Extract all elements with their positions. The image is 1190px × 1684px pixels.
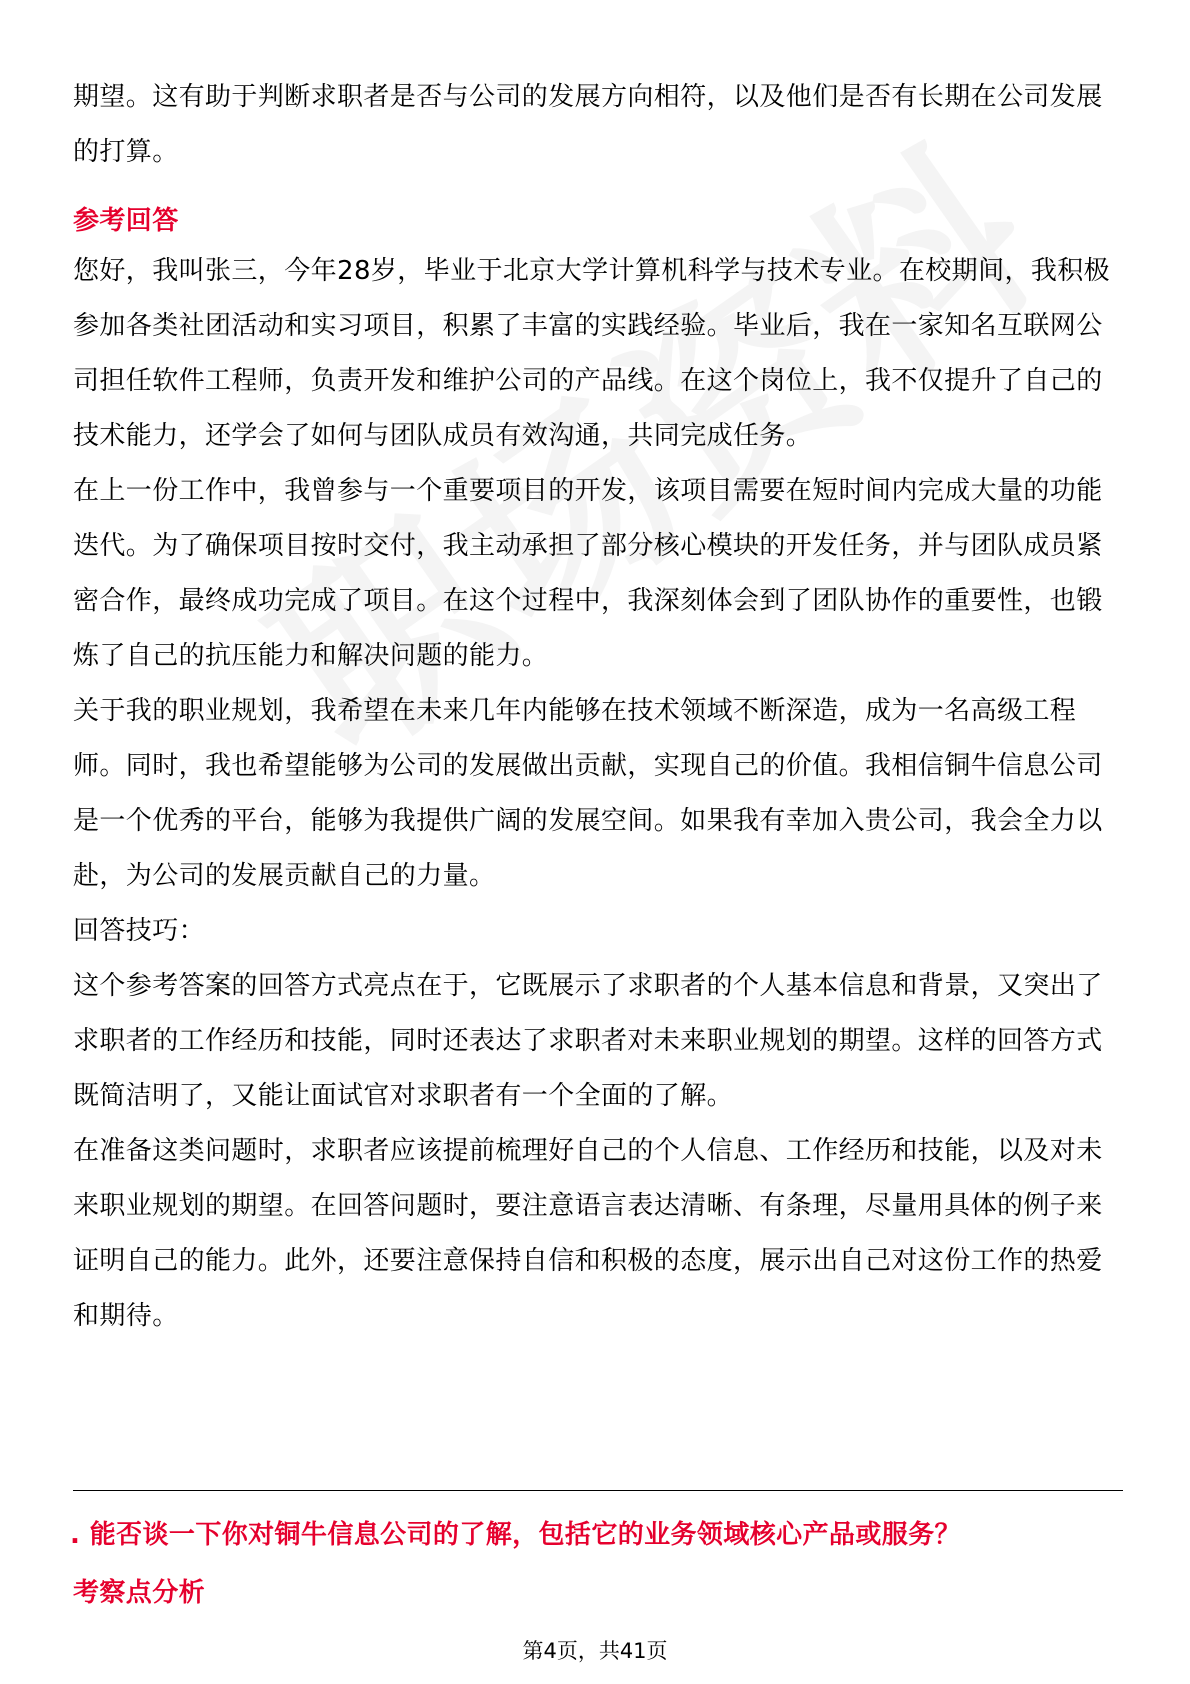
page-number-footer: 第4页，共41页 xyxy=(522,1639,668,1663)
tips-paragraph-2: 在准备这类问题时，求职者应该提前梳理好自己的个人信息、工作经历和技能，以及对未来职业规划的期望。在回答问题时，要注意语言表达清晰、有条理，尽量用具体的例子来证明自己的能力。此外，还要注意保持自信和积极的态度，展示出自己对这份工作的热爱和期待。 xyxy=(73,1136,1103,1331)
answer-paragraph-1: 您好，我叫张三，今年28岁，毕业于北京大学计算机科学与技术专业。在校期间，我积极参加各类社团活动和实习项目，积累了丰富的实践经验。毕业后，我在一家知名互联网公司担任软件工程师，负责开发和维护公司的产品线。在这个岗位上，我不仅提升了自己的技术能力，还学会了如何与团队成员有效沟通，共同完成任务。 xyxy=(73,256,1111,451)
answer-paragraph-3: 关于我的职业规划，我希望在未来几年内能够在技术领域不断深造，成为一名高级工程师。同时，我也希望能够为公司的发展做出贡献，实现自己的价值。我相信铜牛信息公司是一个优秀的平台，能够为我提供广阔的发展空间。如果我有幸加入贵公司，我会全力以赴，为公司的发展贡献自己的力量。 xyxy=(73,696,1103,891)
next-question-heading: . 能否谈一下你对铜牛信息公司的了解，包括它的业务领域核心产品或服务？ xyxy=(70,1520,961,1550)
main-content xyxy=(73,70,1123,1344)
tips-paragraph-1: 这个参考答案的回答方式亮点在于，它既展示了求职者的个人基本信息和背景，又突出了求职者的工作经历和技能，同时还表达了求职者对未来职业规划的期望。这样的回答方式既简洁明了，又能让面试官对求职者有一个全面的了解。 xyxy=(73,971,1103,1111)
tips-label: 回答技巧： xyxy=(73,916,206,946)
intro-paragraph: 期望。这有助于判断求职者是否与公司的发展方向相符，以及他们是否有长期在公司发展的打算。 xyxy=(73,82,1103,167)
analysis-heading: 考察点分析 xyxy=(73,1578,206,1608)
reference-heading: 参考回答 xyxy=(73,206,179,236)
answer-paragraph-2: 在上一份工作中，我曾参与一个重要项目的开发，该项目需要在短时间内完成大量的功能迭代。为了确保项目按时交付，我主动承担了部分核心模块的开发任务，并与团队成员紧密合作，最终成功完成了项目。在这个过程中，我深刻体会到了团队协作的重要性，也锻炼了自己的抗压能力和解决问题的能力。 xyxy=(73,476,1103,671)
section-divider xyxy=(73,1490,1123,1491)
